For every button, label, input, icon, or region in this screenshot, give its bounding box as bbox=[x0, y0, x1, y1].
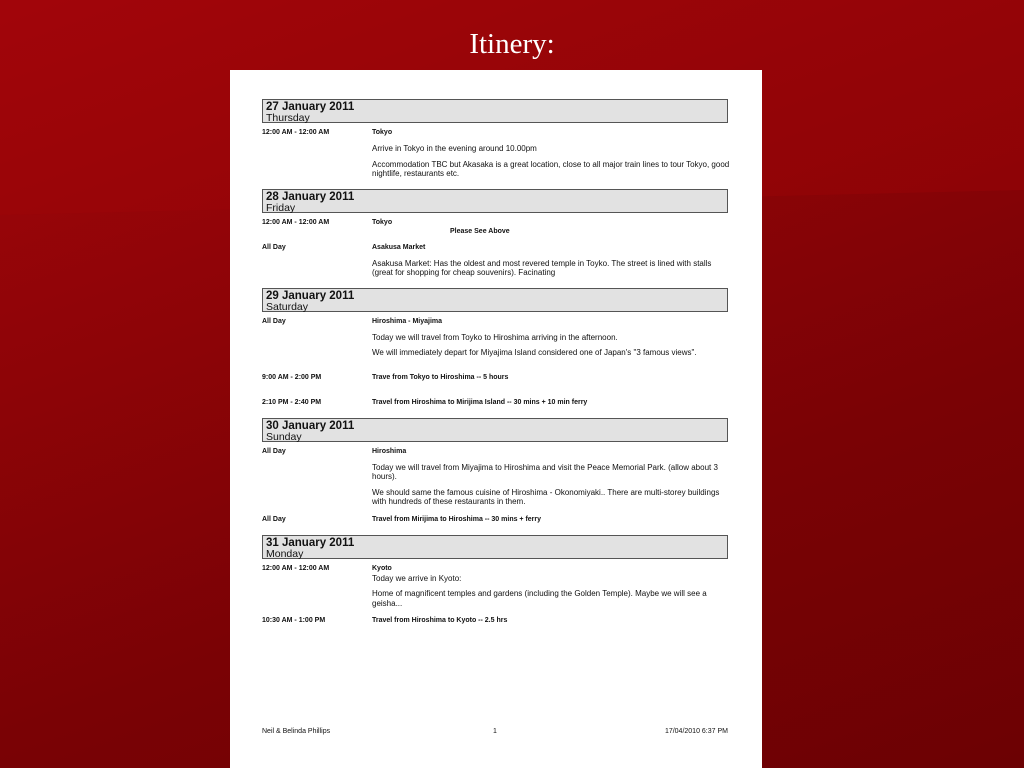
footer-page-number: 1 bbox=[493, 728, 497, 735]
entry-title: Asakusa Market bbox=[372, 243, 426, 251]
entry-description: Today we will travel from Toyko to Hiroshima arriving in the afternoon. bbox=[372, 332, 618, 342]
itinerary-entry bbox=[262, 218, 728, 237]
entry-body bbox=[372, 218, 730, 237]
entry-title: Tokyo bbox=[372, 218, 393, 226]
day-date: 27 January 2011 bbox=[266, 101, 355, 113]
entry-body bbox=[372, 447, 730, 507]
day-date: 30 January 2011 bbox=[266, 419, 355, 432]
footer-timestamp: 17/04/2010 6:37 PM bbox=[664, 728, 728, 735]
entry-description: We will immediately depart for Miyajima Island considered one of Japan's "3 famous views". bbox=[372, 348, 697, 357]
itinerary-entry bbox=[262, 515, 728, 525]
day-date: 29 January 2011 bbox=[266, 289, 355, 302]
entry-time: 9:00 AM - 2:00 PM bbox=[262, 373, 322, 381]
entry-time: 2:10 PM - 2:40 PM bbox=[262, 398, 322, 406]
entry-title: Kyoto bbox=[372, 564, 392, 572]
entry-title: Hiroshima - Miyajima bbox=[372, 317, 443, 325]
day-weekday: Saturday bbox=[266, 300, 309, 313]
entry-time: 12:00 AM - 12:00 AM bbox=[262, 129, 330, 136]
itinerary-entry bbox=[262, 398, 728, 408]
slide-title: Itinery: bbox=[469, 28, 555, 60]
entry-time: All Day bbox=[262, 447, 286, 455]
day-weekday: Sunday bbox=[266, 430, 302, 443]
entry-body bbox=[372, 373, 730, 383]
day-section bbox=[262, 99, 728, 179]
day-date: 28 January 2011 bbox=[266, 190, 355, 203]
entry-description: Asakusa Market: Has the oldest and most revered temple in Toyko. The street is lined with stalls (great for shopping for cheap souvenirs). Facinating bbox=[372, 258, 712, 277]
itinerary-entry bbox=[262, 564, 728, 609]
page-footer bbox=[262, 728, 728, 740]
entry-time: 12:00 AM - 12:00 AM bbox=[262, 218, 330, 226]
day-header bbox=[262, 99, 728, 123]
entry-description: Arrive in Tokyo in the evening around 10.00pm bbox=[372, 144, 537, 153]
entry-time: All Day bbox=[262, 243, 286, 251]
itinerary-entry bbox=[262, 616, 728, 626]
entry-description: Accommodation TBC but Akasaka is a great location, close to all major train lines to tour Tokyo, good nightlife, restaurants etc. bbox=[372, 159, 730, 178]
itinerary-page bbox=[230, 70, 762, 768]
entry-title: Hiroshima bbox=[372, 447, 407, 455]
entry-time: All Day bbox=[262, 515, 286, 523]
entry-title: Trave from Tokyo to Hiroshima -- 5 hours bbox=[372, 373, 509, 381]
day-section bbox=[262, 418, 728, 525]
itinerary-entry bbox=[262, 447, 728, 507]
day-header bbox=[262, 288, 728, 312]
entry-title: Travel from Hiroshima to Mirijima Island -- 30 mins + 10 min ferry bbox=[372, 398, 588, 406]
entry-note: Please See Above bbox=[450, 227, 510, 235]
day-section bbox=[262, 535, 728, 627]
entry-body bbox=[372, 616, 730, 626]
entry-body bbox=[372, 515, 730, 525]
day-date: 31 January 2011 bbox=[266, 536, 355, 549]
entry-title: Travel from Hiroshima to Kyoto -- 2.5 hrs bbox=[372, 617, 508, 624]
itinerary-entry bbox=[262, 373, 728, 383]
entry-description: We should same the famous cuisine of Hiroshima - Okonomiyaki.. There are multi-storey buildings with hundreds of these restaurants in them. bbox=[372, 487, 720, 506]
day-header bbox=[262, 418, 728, 442]
entry-body bbox=[372, 564, 730, 609]
day-header bbox=[262, 535, 728, 559]
day-weekday: Friday bbox=[266, 201, 296, 214]
entry-body bbox=[372, 317, 730, 358]
day-weekday: Monday bbox=[266, 547, 304, 560]
entry-title: Tokyo bbox=[372, 129, 393, 136]
day-section bbox=[262, 288, 728, 408]
day-weekday: Thursday bbox=[266, 112, 310, 124]
footer-author: Neil & Belinda Phillips bbox=[262, 728, 331, 735]
day-section bbox=[262, 189, 728, 278]
entry-body bbox=[372, 398, 730, 408]
entry-description: Today we will travel from Miyajima to Hiroshima and visit the Peace Memorial Park. (allow about 3 hours). bbox=[372, 462, 718, 481]
itinerary-entry bbox=[262, 243, 728, 278]
entry-title: Travel from Mirijima to Hiroshima -- 30 mins + ferry bbox=[372, 515, 542, 523]
entry-time: 12:00 AM - 12:00 AM bbox=[262, 564, 330, 572]
entry-body bbox=[372, 128, 730, 179]
entry-body bbox=[372, 243, 730, 278]
itinerary-entry bbox=[262, 128, 728, 179]
day-header bbox=[262, 189, 728, 213]
entry-description: Home of magnificent temples and gardens (including the Golden Temple). Maybe we will see a geisha... bbox=[372, 589, 707, 608]
itinerary-entry bbox=[262, 317, 728, 358]
entry-time: All Day bbox=[262, 317, 286, 325]
entry-time: 10:30 AM - 1:00 PM bbox=[262, 617, 326, 624]
entry-description: Today we arrive in Kyoto: bbox=[372, 573, 462, 583]
